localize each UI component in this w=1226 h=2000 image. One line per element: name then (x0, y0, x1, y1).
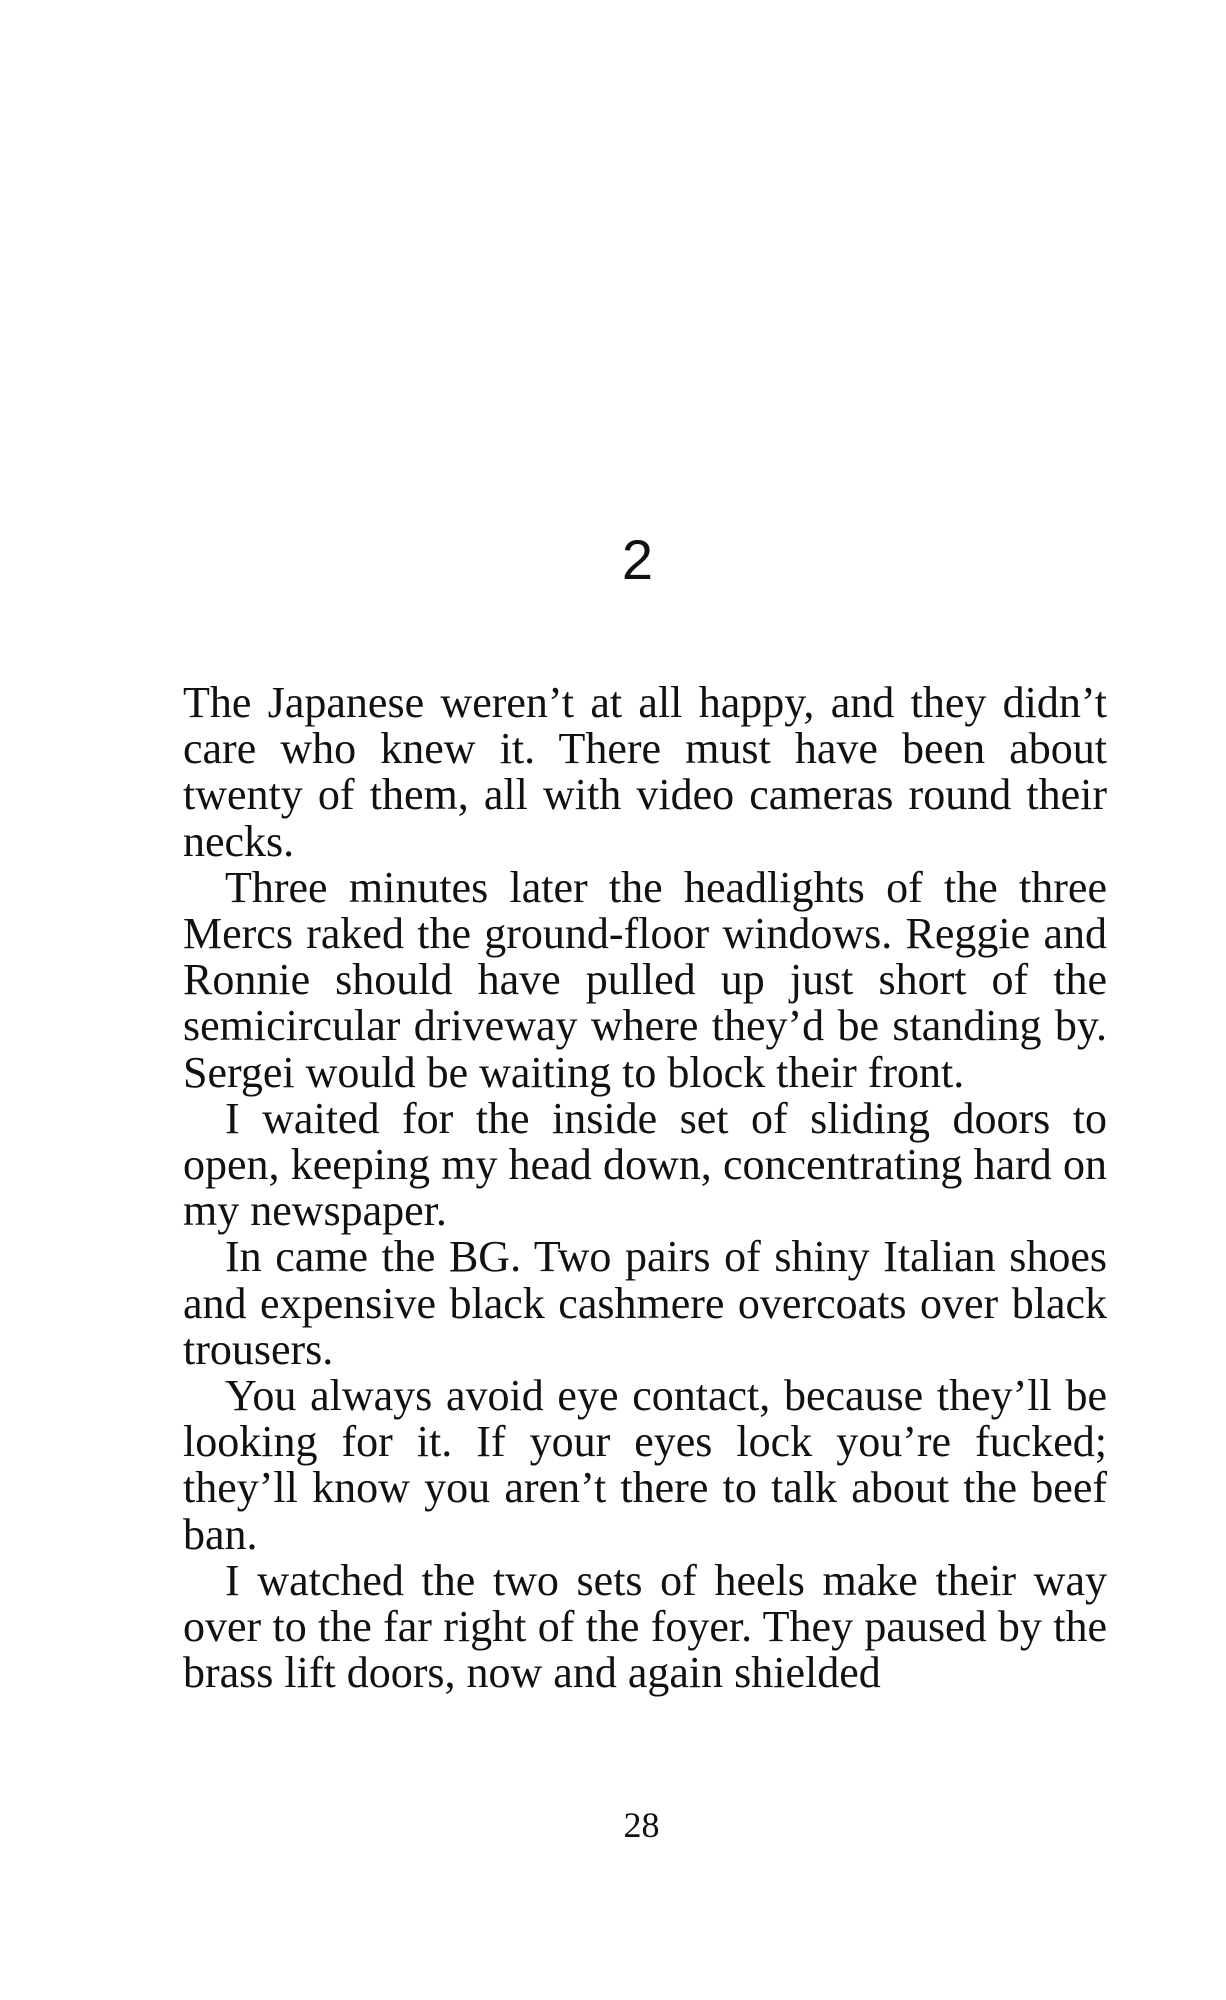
paragraph: I watched the two sets of heels make their way over to the far right of the foyer. They paused by the brass lift doors, now and again shielded (183, 1555, 1107, 1698)
paragraph: I waited for the inside set of sliding doors to open, keeping my head down, concentrating hard on my newspaper. (183, 1093, 1107, 1236)
paragraph: The Japanese weren’t at all happy, and they didn’t care who knew it. There must have been about twenty of them, all with video cameras round their necks. (183, 678, 1107, 866)
paragraph: In came the BG. Two pairs of shiny Italian shoes and expensive black cashmere overcoats over black trousers. (183, 1232, 1107, 1374)
page-number: 28 (623, 1805, 660, 1845)
paragraph: Three minutes later the headlights of the three Mercs raked the ground-floor windows. Reggie and Ronnie should have pulled up just short of the semicircular driveway where they’d be standing by. Sergei would be waiting to block their front. (183, 862, 1107, 1097)
chapter-number: 2 (621, 528, 654, 591)
paragraph: You always avoid eye contact, because they’ll be looking for it. If your eyes lock you’re fucked; they’ll know you aren’t there to talk about the beef ban. (183, 1371, 1107, 1559)
body-text (183, 680, 1107, 1696)
